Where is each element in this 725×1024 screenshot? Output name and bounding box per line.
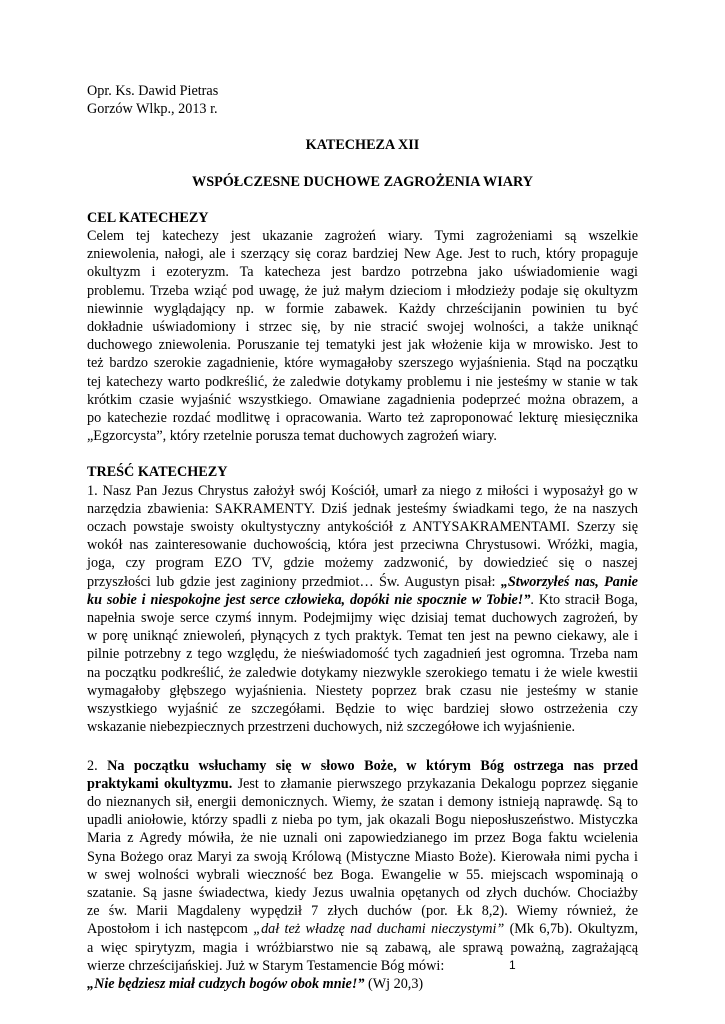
paragraph-line: wierze chrześcijańskiej. Już w Starym Testamencie Bóg mówi: — [87, 957, 445, 974]
exodus-quote: „Nie będziesz miał cudzych bogów obok mnie!” — [87, 975, 365, 992]
section-tresc-body-b — [87, 609, 638, 718]
bold-intro-end: praktykami okultyzmu. — [87, 775, 233, 792]
place-date-line: Gorzów Wlkp., 2013 r. — [87, 101, 218, 118]
text-run: . Kto stracił Boga, — [530, 591, 638, 608]
text-run: (Mk 6,7b). Okultyzm, — [504, 921, 638, 938]
paragraph-line: pilnie potrzebny z tego względu, że nieświadomość tych zagadnień jest ogromna. Trzeba nam — [87, 646, 638, 663]
text-run: Jest to złamanie pierwszego przykazania Dekalogu poprzez sięganie — [232, 775, 638, 792]
paragraph-line: ze św. Marii Magdaleny wypędził 7 złych duchów (por. Łk 8,2). Wiemy również, że — [87, 903, 638, 920]
paragraph-line — [87, 975, 638, 993]
paragraph-line: oczach powstaje swoisty okultystyczny antykościół z ANTYSAKRAMENTAMI. Szerzy się — [87, 519, 638, 536]
document-body — [87, 82, 638, 993]
paragraph-line: do nieznanych sił, energii demonicznych. Wiemy, że szatan i demony istnieją naprawdę. Są to — [87, 793, 638, 810]
paragraph-line: problemu. Trzeba wziąć pod uwagę, że już małym dzieciom i młodzieży podaje się okultyzm — [87, 282, 638, 299]
paragraph-line: napełnia swoje serce czymś innym. Podejmijmy więc dzisiaj temat duchowych zagrożeń, by — [87, 610, 638, 627]
paragraph-line — [87, 757, 638, 775]
paragraph-line: narzędzia zbawienia: SAKRAMENTY. Dziś jednak jesteśmy świadkami tego, że na naszych — [87, 500, 638, 517]
section-heading-cel: CEL KATECHEZY — [87, 209, 209, 226]
paragraph-line: niewinnie wyglądający np. w formie zabawek. Każdy chrześcijanin powinien tu być — [87, 300, 638, 317]
paragraph-line — [87, 573, 638, 591]
paragraph-line: wokół nas zainteresowanie duchowością, która jest przeciwna Chrystusowi. Wróżki, magia, — [87, 537, 638, 554]
paragraph-line: Syna Bożego oraz Maryi za swoją Królową (Mistyczne Miasto Boże). Kierowała nimi pycha i — [87, 848, 638, 865]
author-line: Opr. Ks. Dawid Pietras — [87, 83, 219, 99]
text-run: 2. — [87, 757, 108, 774]
section-tresc-body-a — [87, 482, 638, 573]
paragraph-line: na początku podkreślić, że zaledwie dotykamy niezwykle szerokiego tematu i że wiele kwestii — [87, 664, 638, 681]
paragraph-line: zniewolenia, nałogi, ale i szerzący się coraz bardziej New Age. Jest to ruch, który propaguje — [87, 246, 638, 263]
paragraph-line — [87, 591, 638, 609]
text-run: przyszłości lub gdzie jest zaginiony przedmiot… Św. Augustyn pisał: — [87, 573, 501, 590]
paragraph-line — [87, 920, 638, 938]
text-run: (Wj 20,3) — [364, 975, 424, 992]
section-heading-tresc: TREŚĆ KATECHEZY — [87, 464, 228, 481]
paragraph-line: w porę uniknąć zniewoleń, płynących z tych praktyk. Temat ten jest na pewno ciekawy, ale i — [87, 628, 638, 645]
paragraph-line: dokładnie uświadomiony i strzec się, by nie stracić swojej wolności, a także uniknąć — [87, 319, 638, 336]
page-title: KATECHEZA XII — [305, 137, 420, 154]
paragraph-line: też bardzo szerokie zagadnienie, które wymagałoby szerszego wyjaśnienia. Stąd na początku — [87, 355, 638, 372]
paragraph-line — [87, 775, 638, 793]
paragraph-line: szatanie. Są jasne świadectwa, kiedy Jezus uwalnia opętanych od złych duchów. Chociażby — [87, 884, 638, 901]
paragraph-line: wymagałoby głębszego wyjaśnienia. Niestety poprzez brak czasu nie jesteśmy w stanie — [87, 682, 638, 699]
paragraph-line: po katechezie rozdać modlitwę i opracowania. Warto też zaproponować lekturę miesięcznika — [87, 410, 638, 427]
page-subtitle: WSPÓŁCZESNE DUCHOWE ZAGROŻENIA WIARY — [192, 173, 533, 190]
paragraph-line: Celem tej katechezy jest ukazanie zagrożeń wiary. Tymi zagrożeniami są wszelkie — [87, 228, 638, 245]
mark-quote: „dał też władzę nad duchami nieczystymi” — [253, 921, 505, 938]
section-cel-body — [87, 227, 638, 427]
paragraph-line: upadli aniołowie, którzy spadli z nieba po tym, jak okazali Bogu nieposłuszeństwo. Mistyczka — [87, 812, 638, 829]
paragraph-line: okultyzm i ezoteryzm. Ta katecheza jest bardzo potrzebna jako uświadomienie wagi — [87, 264, 638, 281]
paragraph-line: 1. Nasz Pan Jezus Chrystus założył swój Kościół, umarł za niego z miłości i wyposażył go w — [87, 482, 638, 499]
paragraph-line: duchowego zniewolenia. Poruszanie tej tematyki jest jak włożenie kija w mrowisko. Jest to — [87, 337, 638, 354]
paragraph-line: w swej wolności wybrali wieczność bez Boga. Ewangelie w 55. miejscach wspominają o — [87, 866, 638, 883]
augustine-quote-end: ku sobie i niespokojne jest serce człowieka, dopóki nie spocznie w Tobie!” — [87, 591, 531, 608]
page-number: 1 — [509, 958, 516, 972]
paragraph-line: a więc spirytyzm, magia i wróżbiarstwo nie są zabawą, ale sprawą poważną, zagrażającą — [87, 939, 638, 956]
section-cel-last-line: „Egzorcysta”, który rzetelnie porusza temat duchowych zagrożeń wiary. — [87, 428, 497, 445]
bold-intro: Na początku wsłuchamy się w słowo Boże, w którym Bóg ostrzega nas przed — [107, 757, 638, 774]
paragraph-line: tej katechezy warto podkreślić, że zaledwie dotykamy problemu i nie jesteśmy w stanie w tak — [87, 373, 638, 390]
paragraph-line: krótkim czasie wyjaśnić wszystkiego. Omawiane zagadnienia podeprzeć można obrazem, a — [87, 391, 638, 408]
section-tresc-last-line: wskazanie niebezpiecznych przestrzeni duchowych, niż szczegółowe ich wyjaśnienie. — [87, 719, 576, 736]
section-3-body — [87, 793, 638, 920]
paragraph-line: Maria z Agredy mówiła, że nie uznali oni zapowiedzianego im przez Boga faktu wcielenia — [87, 830, 638, 847]
paragraph-line: wszystkiego wyjaśnić ze szczegółami. Będzie to więc bardziej słowo ostrzeżenia czy — [87, 701, 638, 718]
augustine-quote-start: „Stworzyłeś nas, Panie — [500, 573, 638, 590]
text-run: Apostołom i ich następcom — [87, 921, 254, 938]
paragraph-line: joga, czy program EZO TV, gdzie możemy zadzwonić, by dowiedzieć się o naszej — [87, 555, 638, 572]
